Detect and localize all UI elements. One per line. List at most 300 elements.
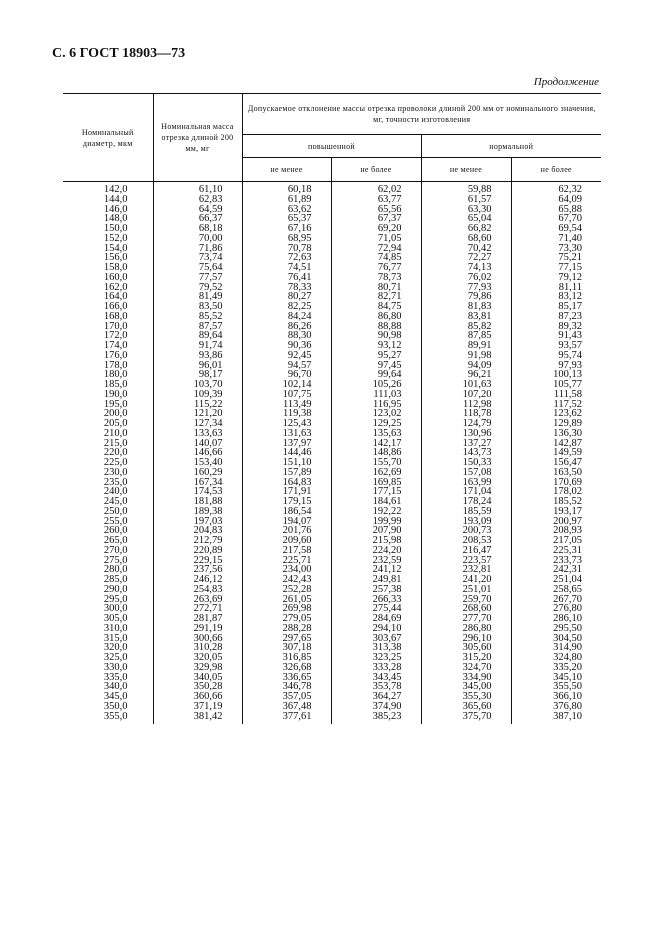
cell-normal-max: 77,15 <box>511 263 601 273</box>
cell-normal-min: 268,60 <box>421 604 511 614</box>
cell-increased-min: 201,76 <box>242 526 331 536</box>
cell-normal-max: 286,10 <box>511 614 601 624</box>
header-deviation-group: Допускаемое отклонение массы отрезка проволоки длиной 200 мм от номинального значения, мг, точности изготовления <box>242 94 601 135</box>
cell-increased-max: 232,59 <box>331 556 421 566</box>
table-row <box>63 507 601 517</box>
cell-nominal-diameter: 172,0 <box>103 330 128 342</box>
cell-normal-max: 225,31 <box>511 546 601 556</box>
cell-nominal-diameter: 190,0 <box>103 388 128 400</box>
cell-normal-max: 156,47 <box>511 458 601 468</box>
cell-increased-max: 353,78 <box>331 682 421 692</box>
cell-normal-max: 64,09 <box>511 195 601 205</box>
cell-normal-max: 100,13 <box>511 370 601 380</box>
cell-normal-max: 193,17 <box>511 507 601 517</box>
cell-normal-max: 97,93 <box>511 361 601 371</box>
table-row <box>63 468 601 478</box>
cell-increased-max: 192,22 <box>331 507 421 517</box>
cell-increased-max: 224,20 <box>331 546 421 556</box>
cell-nominal-mass: 93,86 <box>153 351 242 361</box>
cell-normal-max: 73,30 <box>511 244 601 254</box>
cell-normal-min: 296,10 <box>421 634 511 644</box>
cell-increased-max: 313,38 <box>331 643 421 653</box>
mass-deviation-table <box>63 93 601 724</box>
table-row <box>63 224 601 234</box>
table-row <box>63 448 601 458</box>
cell-increased-min: 288,28 <box>242 624 331 634</box>
cell-increased-min: 68,95 <box>242 234 331 244</box>
table-row <box>63 341 601 351</box>
table-row <box>63 478 601 488</box>
cell-nominal-mass: 61,10 <box>153 182 242 195</box>
cell-normal-min: 76,02 <box>421 273 511 283</box>
cell-increased-max: 135,63 <box>331 429 421 439</box>
table-row <box>63 682 601 692</box>
cell-normal-min: 375,70 <box>421 712 511 725</box>
cell-nominal-diameter: 195,0 <box>103 398 128 410</box>
cell-nominal-mass: 70,00 <box>153 234 242 244</box>
cell-normal-max: 295,50 <box>511 624 601 634</box>
cell-increased-min: 367,48 <box>242 702 331 712</box>
cell-normal-min: 345,00 <box>421 682 511 692</box>
cell-increased-max: 67,37 <box>331 214 421 224</box>
cell-nominal-mass: 160,29 <box>153 468 242 478</box>
cell-increased-max: 162,69 <box>331 468 421 478</box>
cell-increased-min: 86,26 <box>242 322 331 332</box>
cell-nominal-diameter: 220,0 <box>103 447 128 459</box>
cell-nominal-mass: 87,57 <box>153 322 242 332</box>
cell-nominal-mass: 68,18 <box>153 224 242 234</box>
cell-increased-min: 70,78 <box>242 244 331 254</box>
cell-nominal-mass: 127,34 <box>153 419 242 429</box>
cell-normal-min: 77,93 <box>421 283 511 293</box>
cell-normal-max: 251,04 <box>511 575 601 585</box>
table-row <box>63 244 601 254</box>
cell-normal-max: 91,43 <box>511 331 601 341</box>
cell-normal-max: 85,17 <box>511 302 601 312</box>
cell-increased-min: 94,57 <box>242 361 331 371</box>
cell-normal-max: 87,23 <box>511 312 601 322</box>
table-row <box>63 663 601 673</box>
cell-normal-min: 232,81 <box>421 565 511 575</box>
cell-increased-max: 62,02 <box>331 182 421 195</box>
cell-nominal-mass: 79,52 <box>153 283 242 293</box>
cell-increased-max: 323,25 <box>331 653 421 663</box>
cell-increased-min: 102,14 <box>242 380 331 390</box>
cell-normal-min: 59,88 <box>421 182 511 195</box>
cell-increased-min: 119,38 <box>242 409 331 419</box>
cell-nominal-mass: 189,38 <box>153 507 242 517</box>
cell-nominal-mass: 254,83 <box>153 585 242 595</box>
cell-nominal-mass: 281,87 <box>153 614 242 624</box>
cell-normal-max: 314,90 <box>511 643 601 653</box>
cell-nominal-mass: 320,05 <box>153 653 242 663</box>
cell-nominal-mass: 181,88 <box>153 497 242 507</box>
cell-normal-max: 62,32 <box>511 182 601 195</box>
cell-increased-min: 316,85 <box>242 653 331 663</box>
cell-increased-min: 225,71 <box>242 556 331 566</box>
cell-increased-min: 82,25 <box>242 302 331 312</box>
cell-nominal-mass: 109,39 <box>153 390 242 400</box>
cell-normal-max: 136,30 <box>511 429 601 439</box>
cell-normal-max: 185,52 <box>511 497 601 507</box>
cell-nominal-diameter: 265,0 <box>103 535 128 546</box>
cell-normal-min: 74,13 <box>421 263 511 273</box>
cell-increased-min: 131,63 <box>242 429 331 439</box>
cell-increased-min: 144,46 <box>242 448 331 458</box>
cell-increased-max: 294,10 <box>331 624 421 634</box>
table-row <box>63 283 601 293</box>
cell-nominal-diameter: 285,0 <box>103 574 128 585</box>
cell-increased-max: 80,71 <box>331 283 421 293</box>
cell-nominal-mass: 62,83 <box>153 195 242 205</box>
cell-normal-max: 376,80 <box>511 702 601 712</box>
table-row <box>63 643 601 653</box>
cell-increased-min: 357,05 <box>242 692 331 702</box>
cell-nominal-diameter: 166,0 <box>103 301 128 312</box>
cell-nominal-diameter: 340,0 <box>103 681 128 693</box>
cell-nominal-mass: 340,05 <box>153 673 242 683</box>
cell-nominal-diameter: 250,0 <box>103 505 128 517</box>
cell-normal-min: 355,30 <box>421 692 511 702</box>
cell-normal-min: 63,30 <box>421 205 511 215</box>
table-row <box>63 673 601 683</box>
cell-nominal-mass: 197,03 <box>153 517 242 527</box>
table-row <box>63 604 601 614</box>
cell-increased-min: 90,36 <box>242 341 331 351</box>
cell-normal-min: 305,60 <box>421 643 511 653</box>
cell-nominal-diameter: 168,0 <box>103 310 128 322</box>
cell-increased-max: 105,26 <box>331 380 421 390</box>
cell-increased-max: 90,98 <box>331 331 421 341</box>
cell-normal-min: 171,04 <box>421 487 511 497</box>
cell-nominal-diameter: 200,0 <box>103 408 128 420</box>
cell-normal-max: 129,89 <box>511 419 601 429</box>
cell-normal-max: 93,57 <box>511 341 601 351</box>
cell-nominal-diameter: 146,0 <box>103 203 128 215</box>
header-not-more-increased: не более <box>331 158 421 182</box>
table-row <box>63 351 601 361</box>
cell-normal-max: 65,88 <box>511 205 601 215</box>
cell-nominal-mass: 350,28 <box>153 682 242 692</box>
cell-increased-min: 96,70 <box>242 370 331 380</box>
cell-nominal-diameter: 158,0 <box>103 262 128 273</box>
cell-increased-max: 207,90 <box>331 526 421 536</box>
cell-normal-max: 355,50 <box>511 682 601 692</box>
cell-nominal-diameter: 275,0 <box>103 554 128 566</box>
cell-normal-min: 79,86 <box>421 292 511 302</box>
cell-increased-min: 194,07 <box>242 517 331 527</box>
cell-normal-max: 178,02 <box>511 487 601 497</box>
header-not-less-normal: не менее <box>421 158 511 182</box>
cell-nominal-mass: 140,07 <box>153 439 242 449</box>
cell-nominal-mass: 167,34 <box>153 478 242 488</box>
cell-normal-max: 71,40 <box>511 234 601 244</box>
cell-increased-max: 72,94 <box>331 244 421 254</box>
cell-normal-min: 315,20 <box>421 653 511 663</box>
cell-nominal-diameter: 176,0 <box>103 349 128 361</box>
header-not-less-increased: не менее <box>242 158 331 182</box>
table-row <box>63 322 601 332</box>
cell-normal-max: 208,93 <box>511 526 601 536</box>
table-header <box>63 94 601 182</box>
cell-nominal-mass: 220,89 <box>153 546 242 556</box>
cell-increased-max: 275,44 <box>331 604 421 614</box>
cell-nominal-diameter: 185,0 <box>103 379 128 390</box>
cell-normal-min: 334,90 <box>421 673 511 683</box>
cell-increased-max: 199,99 <box>331 517 421 527</box>
table-row <box>63 205 601 215</box>
cell-nominal-diameter: 325,0 <box>103 652 128 663</box>
table-row <box>63 439 601 449</box>
cell-increased-min: 76,41 <box>242 273 331 283</box>
cell-nominal-diameter: 156,0 <box>103 252 128 264</box>
cell-increased-min: 80,27 <box>242 292 331 302</box>
table-row <box>63 634 601 644</box>
cell-nominal-diameter: 144,0 <box>103 193 128 205</box>
cell-normal-min: 124,79 <box>421 419 511 429</box>
table-row <box>63 302 601 312</box>
cell-increased-min: 269,98 <box>242 604 331 614</box>
cell-increased-max: 257,38 <box>331 585 421 595</box>
cell-nominal-mass: 71,86 <box>153 244 242 254</box>
table-row <box>63 614 601 624</box>
table-body <box>63 182 601 725</box>
cell-nominal-mass: 153,40 <box>153 458 242 468</box>
continuation-label: Продолжение <box>533 76 599 88</box>
header-increased-precision: повышенной <box>242 135 421 158</box>
page-header: С. 6 ГОСТ 18903—73 <box>52 46 186 61</box>
cell-nominal-mass: 96,01 <box>153 361 242 371</box>
cell-nominal-diameter: 160,0 <box>103 271 128 283</box>
cell-increased-min: 307,18 <box>242 643 331 653</box>
cell-normal-max: 200,97 <box>511 517 601 527</box>
cell-increased-min: 171,91 <box>242 487 331 497</box>
cell-nominal-mass: 133,63 <box>153 429 242 439</box>
cell-increased-max: 343,45 <box>331 673 421 683</box>
cell-normal-min: 365,60 <box>421 702 511 712</box>
cell-increased-min: 88,30 <box>242 331 331 341</box>
cell-increased-max: 333,28 <box>331 663 421 673</box>
table-row <box>63 182 601 195</box>
cell-increased-max: 148,86 <box>331 448 421 458</box>
cell-nominal-mass: 329,98 <box>153 663 242 673</box>
cell-increased-max: 63,77 <box>331 195 421 205</box>
cell-nominal-diameter: 305,0 <box>103 613 128 624</box>
cell-nominal-diameter: 164,0 <box>103 291 128 303</box>
cell-nominal-mass: 89,64 <box>153 331 242 341</box>
cell-nominal-diameter: 270,0 <box>103 544 128 556</box>
cell-normal-min: 96,21 <box>421 370 511 380</box>
cell-nominal-diameter: 295,0 <box>103 593 128 605</box>
table-row <box>63 409 601 419</box>
cell-normal-min: 81,83 <box>421 302 511 312</box>
cell-increased-max: 88,88 <box>331 322 421 332</box>
cell-increased-max: 65,56 <box>331 205 421 215</box>
cell-nominal-mass: 64,59 <box>153 205 242 215</box>
cell-increased-min: 297,65 <box>242 634 331 644</box>
cell-nominal-diameter: 154,0 <box>103 242 128 254</box>
table-row <box>63 312 601 322</box>
cell-nominal-diameter: 162,0 <box>103 281 128 293</box>
cell-increased-max: 111,03 <box>331 390 421 400</box>
cell-normal-max: 217,05 <box>511 536 601 546</box>
cell-increased-min: 61,89 <box>242 195 331 205</box>
cell-nominal-diameter: 260,0 <box>103 525 128 537</box>
cell-increased-min: 92,45 <box>242 351 331 361</box>
cell-nominal-diameter: 170,0 <box>103 320 128 332</box>
cell-normal-min: 324,70 <box>421 663 511 673</box>
cell-nominal-diameter: 345,0 <box>103 691 128 702</box>
cell-increased-max: 215,98 <box>331 536 421 546</box>
table-row <box>63 234 601 244</box>
cell-nominal-mass: 103,70 <box>153 380 242 390</box>
cell-normal-max: 267,70 <box>511 595 601 605</box>
table-row <box>63 702 601 712</box>
cell-nominal-diameter: 148,0 <box>103 213 128 225</box>
cell-normal-max: 335,20 <box>511 663 601 673</box>
cell-increased-min: 72,63 <box>242 253 331 263</box>
cell-normal-min: 61,57 <box>421 195 511 205</box>
cell-increased-min: 164,83 <box>242 478 331 488</box>
cell-normal-max: 79,12 <box>511 273 601 283</box>
cell-normal-max: 170,69 <box>511 478 601 488</box>
cell-normal-min: 193,09 <box>421 517 511 527</box>
cell-normal-min: 150,33 <box>421 458 511 468</box>
cell-increased-min: 65,37 <box>242 214 331 224</box>
cell-normal-max: 242,31 <box>511 565 601 575</box>
cell-nominal-mass: 77,57 <box>153 273 242 283</box>
table-row <box>63 331 601 341</box>
cell-nominal-diameter: 355,0 <box>103 710 128 722</box>
cell-normal-min: 208,53 <box>421 536 511 546</box>
cell-increased-min: 179,15 <box>242 497 331 507</box>
cell-nominal-mass: 146,66 <box>153 448 242 458</box>
cell-normal-max: 276,80 <box>511 604 601 614</box>
table-row <box>63 370 601 380</box>
cell-increased-max: 184,61 <box>331 497 421 507</box>
cell-increased-max: 123,02 <box>331 409 421 419</box>
cell-increased-max: 78,73 <box>331 273 421 283</box>
cell-normal-max: 142,87 <box>511 439 601 449</box>
cell-increased-max: 76,77 <box>331 263 421 273</box>
cell-normal-min: 241,20 <box>421 575 511 585</box>
cell-nominal-mass: 66,37 <box>153 214 242 224</box>
cell-normal-min: 157,08 <box>421 468 511 478</box>
cell-nominal-diameter: 225,0 <box>103 457 128 468</box>
cell-nominal-mass: 174,53 <box>153 487 242 497</box>
cell-normal-min: 185,59 <box>421 507 511 517</box>
table-row <box>63 692 601 702</box>
cell-nominal-mass: 81,49 <box>153 292 242 302</box>
cell-increased-min: 252,28 <box>242 585 331 595</box>
cell-nominal-diameter: 320,0 <box>103 642 128 654</box>
cell-increased-max: 385,23 <box>331 712 421 725</box>
cell-nominal-mass: 121,20 <box>153 409 242 419</box>
cell-increased-max: 71,05 <box>331 234 421 244</box>
cell-nominal-diameter: 330,0 <box>103 661 128 673</box>
cell-normal-max: 89,32 <box>511 322 601 332</box>
cell-increased-min: 125,43 <box>242 419 331 429</box>
cell-nominal-mass: 246,12 <box>153 575 242 585</box>
cell-increased-min: 377,61 <box>242 712 331 725</box>
cell-increased-max: 142,17 <box>331 439 421 449</box>
cell-increased-min: 60,18 <box>242 182 331 195</box>
cell-normal-min: 286,80 <box>421 624 511 634</box>
cell-increased-min: 217,58 <box>242 546 331 556</box>
cell-nominal-diameter: 180,0 <box>103 369 128 381</box>
table-row <box>63 429 601 439</box>
cell-nominal-diameter: 240,0 <box>103 486 128 498</box>
cell-normal-max: 83,12 <box>511 292 601 302</box>
cell-increased-max: 374,90 <box>331 702 421 712</box>
cell-increased-max: 155,70 <box>331 458 421 468</box>
table-row <box>63 497 601 507</box>
table-row <box>63 361 601 371</box>
table-row <box>63 273 601 283</box>
cell-normal-max: 67,70 <box>511 214 601 224</box>
cell-increased-min: 74,51 <box>242 263 331 273</box>
table-row <box>63 458 601 468</box>
cell-increased-max: 86,80 <box>331 312 421 322</box>
cell-normal-min: 223,57 <box>421 556 511 566</box>
cell-normal-max: 123,62 <box>511 409 601 419</box>
cell-normal-min: 87,85 <box>421 331 511 341</box>
cell-nominal-diameter: 245,0 <box>103 496 128 507</box>
header-nominal-diameter: Номинальный диаметр, мкм <box>63 94 153 182</box>
table-row <box>63 546 601 556</box>
cell-nominal-diameter: 178,0 <box>103 359 128 371</box>
cell-nominal-mass: 272,71 <box>153 604 242 614</box>
cell-nominal-diameter: 300,0 <box>103 603 128 615</box>
cell-nominal-diameter: 280,0 <box>103 564 128 576</box>
cell-normal-min: 107,20 <box>421 390 511 400</box>
cell-nominal-diameter: 215,0 <box>103 437 128 449</box>
cell-increased-min: 157,89 <box>242 468 331 478</box>
table-row <box>63 214 601 224</box>
cell-normal-max: 69,54 <box>511 224 601 234</box>
cell-normal-min: 216,47 <box>421 546 511 556</box>
cell-normal-min: 259,70 <box>421 595 511 605</box>
cell-nominal-mass: 360,66 <box>153 692 242 702</box>
cell-normal-min: 70,42 <box>421 244 511 254</box>
cell-nominal-diameter: 150,0 <box>103 223 128 234</box>
table-row <box>63 712 601 725</box>
cell-normal-min: 101,63 <box>421 380 511 390</box>
cell-normal-max: 345,10 <box>511 673 601 683</box>
cell-nominal-mass: 310,28 <box>153 643 242 653</box>
cell-normal-min: 200,73 <box>421 526 511 536</box>
cell-normal-min: 163,99 <box>421 478 511 488</box>
cell-increased-max: 95,27 <box>331 351 421 361</box>
table-row <box>63 195 601 205</box>
cell-normal-min: 91,98 <box>421 351 511 361</box>
cell-increased-max: 84,75 <box>331 302 421 312</box>
cell-nominal-diameter: 235,0 <box>103 476 128 488</box>
table-row <box>63 624 601 634</box>
header-not-more-normal: не более <box>511 158 601 182</box>
cell-nominal-mass: 91,74 <box>153 341 242 351</box>
header-normal-precision: нормальной <box>421 135 601 158</box>
table-row <box>63 292 601 302</box>
cell-normal-min: 72,27 <box>421 253 511 263</box>
cell-increased-max: 249,81 <box>331 575 421 585</box>
cell-normal-min: 251,01 <box>421 585 511 595</box>
cell-increased-min: 261,05 <box>242 595 331 605</box>
cell-normal-max: 387,10 <box>511 712 601 725</box>
cell-normal-max: 75,21 <box>511 253 601 263</box>
cell-normal-min: 94,09 <box>421 361 511 371</box>
cell-normal-max: 324,80 <box>511 653 601 663</box>
